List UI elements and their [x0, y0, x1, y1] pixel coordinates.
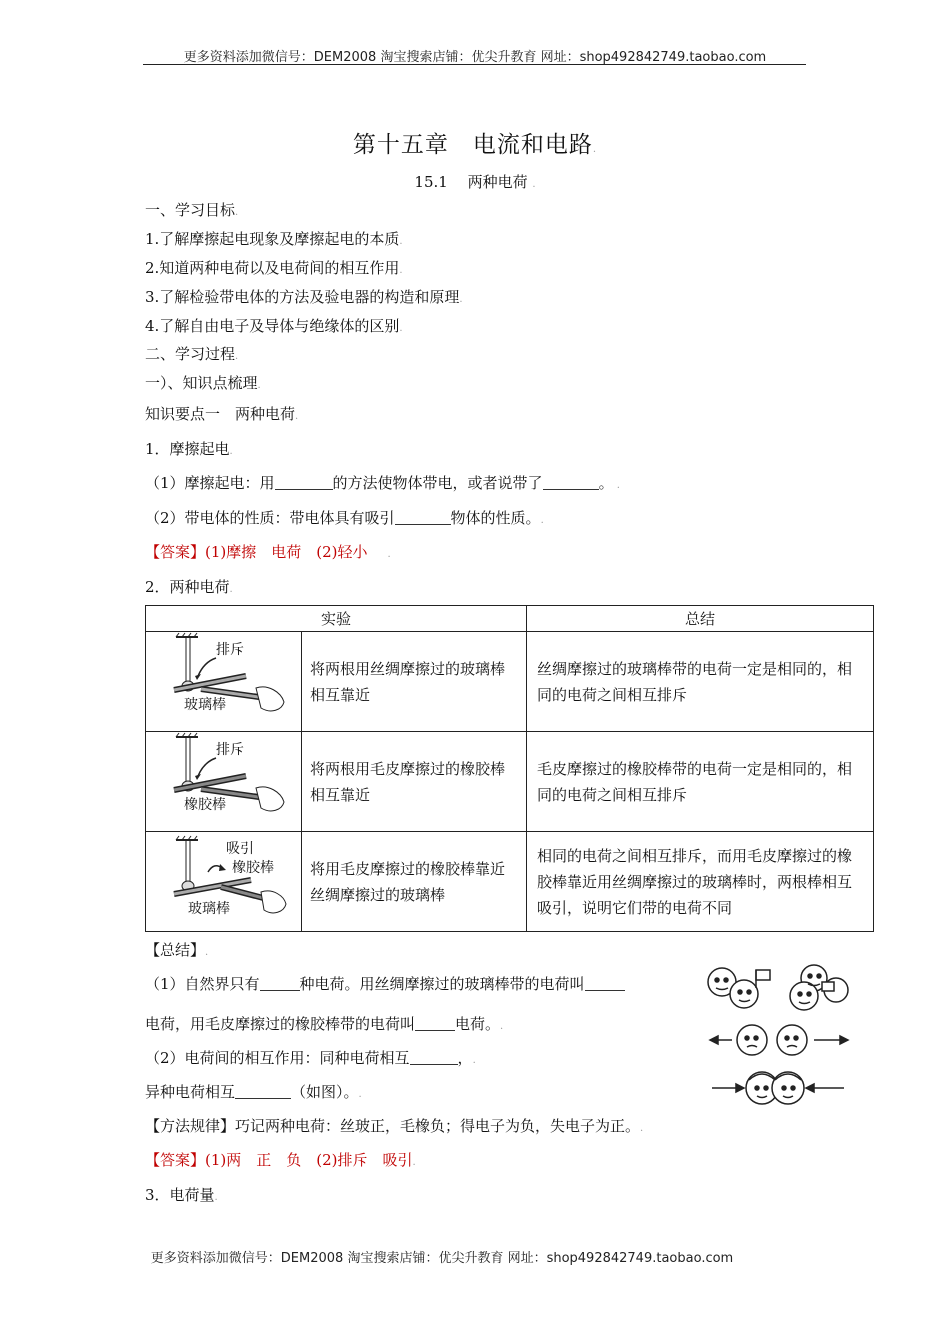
conclusion-heading: 【总结】. — [145, 941, 209, 959]
section-title: 15.1 两种电荷 . — [414, 173, 536, 191]
goals-heading: 一、学习目标. — [145, 201, 239, 219]
figure-label-repel: 排斥 — [216, 742, 244, 758]
table-row — [146, 832, 874, 932]
goal-item: 3.了解检验带电体的方法及验电器的构造和原理. — [145, 288, 463, 306]
experiment-description: 将用毛皮摩擦过的橡胶棒靠近丝绸摩擦过的玻璃棒 — [302, 832, 527, 932]
experiment-figure-attract — [146, 832, 302, 932]
process-subheading: 一）、知识点梳理. — [145, 374, 261, 392]
charges-cartoon-illustration — [704, 960, 854, 1110]
experiment-summary: 丝绸摩擦过的玻璃棒带的电荷一定是相同的，相同的电荷之间相互排斥 — [527, 632, 874, 732]
goal-item: 4.了解自由电子及导体与绝缘体的区别. — [145, 317, 403, 335]
table-row — [146, 732, 874, 832]
friction-answer: 【答案】(1)摩擦 电荷 (2)轻小 . — [145, 543, 391, 561]
conclusion-line-2: 电荷，用毛皮摩擦过的橡胶棒带的电荷叫 电荷。. — [145, 1015, 504, 1033]
process-heading: 二、学习过程. — [145, 345, 239, 363]
goal-item: 2.知道两种电荷以及电荷间的相互作用. — [145, 259, 403, 277]
friction-question-1: （1）摩擦起电：用 的方法使物体带电，或者说带了 。 . — [145, 474, 620, 492]
friction-heading: 1．摩擦起电. — [145, 440, 233, 458]
figure-label-glass-rod: 玻璃棒 — [184, 697, 226, 713]
summary-column-header: 总结 — [527, 606, 874, 632]
figure-label-rubber-rod: 橡胶棒 — [232, 860, 274, 876]
experiment-column-header: 实验 — [146, 606, 527, 632]
quantity-heading: 3．电荷量. — [145, 1186, 218, 1204]
experiment-figure-glass — [146, 632, 302, 732]
goal-item: 1.了解摩擦起电现象及摩擦起电的本质. — [145, 230, 403, 248]
friction-question-2: （2）带电体的性质：带电体具有吸引 物体的性质。. — [145, 509, 544, 527]
table-header-row — [146, 606, 874, 632]
experiment-summary: 相同的电荷之间相互排斥，而用毛皮摩擦过的橡胶棒靠近用丝绸摩擦过的玻璃棒时，两根棒相互吸引，说明它们带的电荷不同 — [527, 832, 874, 932]
experiment-summary: 毛皮摩擦过的橡胶棒带的电荷一定是相同的，相同的电荷之间相互排斥 — [527, 732, 874, 832]
header-rule — [143, 64, 806, 65]
experiment-description: 将两根用毛皮摩擦过的橡胶棒相互靠近 — [302, 732, 527, 832]
figure-label-attract: 吸引 — [226, 841, 254, 857]
conclusion-answer: 【答案】(1)两 正 负 (2)排斥 吸引. — [145, 1151, 416, 1169]
conclusion-line-1: （1）自然界只有 种电荷。用丝绸摩擦过的玻璃棒带的电荷叫 — [145, 973, 625, 994]
figure-label-repel: 排斥 — [216, 642, 244, 658]
page-footer: 更多资料添加微信号：DEM2008 淘宝搜索店铺：优尖升教育 网址：shop492842749.taobao.com — [150, 1251, 734, 1266]
experiment-figure-rubber — [146, 732, 302, 832]
experiment-table — [145, 605, 874, 932]
knowledge-point: 知识要点一 两种电荷. — [145, 405, 299, 423]
figure-label-rubber-rod: 橡胶棒 — [184, 797, 226, 813]
two-charges-heading: 2．两种电荷. — [145, 578, 233, 596]
chapter-title: 第十五章 电流和电路. — [352, 132, 598, 158]
figure-label-glass-rod: 玻璃棒 — [188, 901, 230, 917]
page-header: 更多资料添加微信号：DEM2008 淘宝搜索店铺：优尖升教育 网址：shop492842749.taobao.com — [183, 50, 767, 65]
experiment-description: 将两根用丝绸摩擦过的玻璃棒相互靠近 — [302, 632, 527, 732]
conclusion-line-4: 异种电荷相互 （如图）。. — [145, 1083, 362, 1101]
conclusion-line-3: （2）电荷间的相互作用：同种电荷相互 ，. — [145, 1049, 476, 1067]
table-row — [146, 632, 874, 732]
method-rule: 【方法规律】巧记两种电荷：丝玻正，毛橡负；得电子为负，失电子为正。. — [145, 1117, 644, 1135]
